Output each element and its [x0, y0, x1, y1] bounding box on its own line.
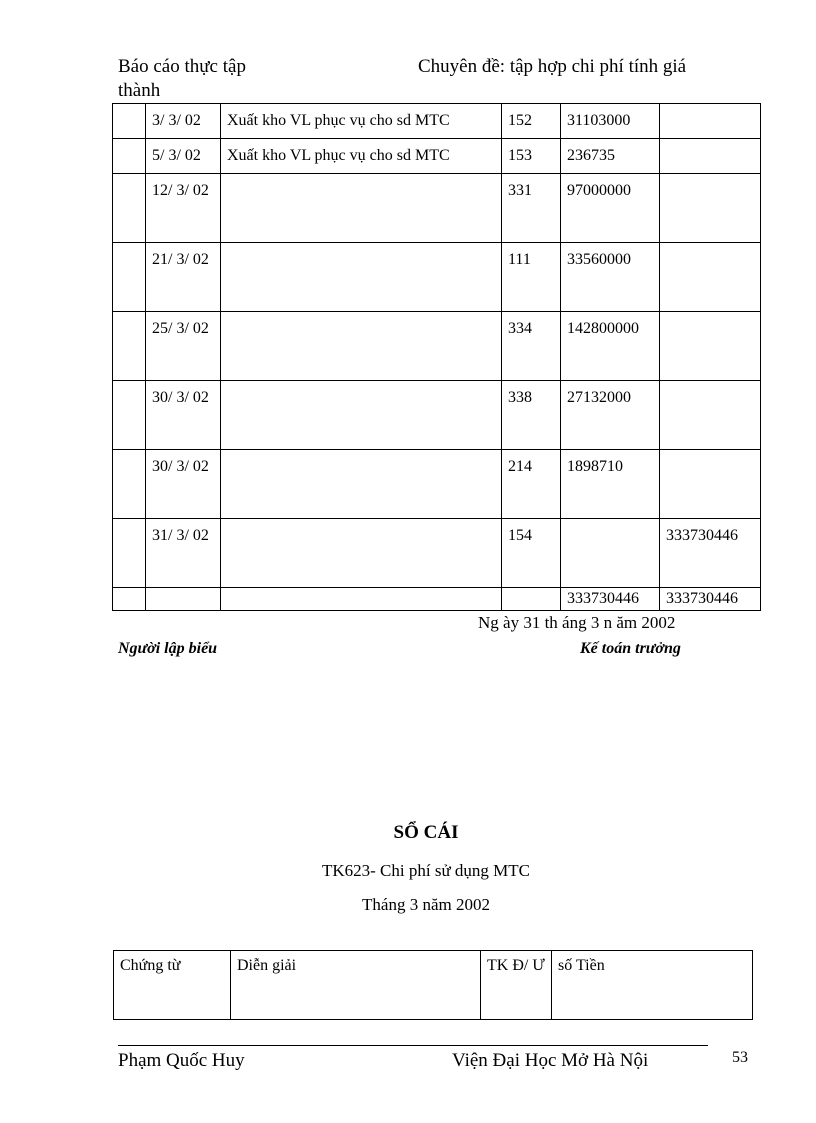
- credit-cell: 333730446: [660, 519, 761, 588]
- date-cell: 21/ 3/ 02: [146, 243, 221, 312]
- debit-cell: 33560000: [561, 243, 660, 312]
- table-row: [113, 312, 761, 381]
- credit-cell: [660, 104, 761, 139]
- totals-row: [113, 588, 761, 611]
- description-cell: Xuất kho VL phục vụ cho sd MTC: [221, 139, 502, 174]
- account-cell: 334: [502, 312, 561, 381]
- table-row: [113, 243, 761, 312]
- date-cell: 12/ 3/ 02: [146, 174, 221, 243]
- page-number: 53: [732, 1049, 748, 1066]
- table-row: [113, 450, 761, 519]
- date-cell: 30/ 3/ 02: [146, 450, 221, 519]
- description-cell: Xuất kho VL phục vụ cho sd MTC: [221, 104, 502, 139]
- account-cell: 153: [502, 139, 561, 174]
- account-cell: 111: [502, 243, 561, 312]
- debit-cell: 97000000: [561, 174, 660, 243]
- table-row: [113, 519, 761, 588]
- signature-date: Ng ày 31 th áng 3 n ăm 2002: [478, 613, 676, 632]
- header-right: Chuyên đề: tập hợp chi phí tính giá: [418, 56, 687, 77]
- description-cell: [221, 312, 502, 381]
- description-cell: [221, 174, 502, 243]
- date-cell: 30/ 3/ 02: [146, 381, 221, 450]
- ledger-table: [112, 103, 761, 611]
- debit-cell: 31103000: [561, 104, 660, 139]
- signature-chief-accountant: Kế toán trưởng: [580, 640, 681, 657]
- account-cell: 154: [502, 519, 561, 588]
- column-header-description: Diễn giải: [231, 951, 481, 1020]
- column-header-amount: số Tiền: [552, 951, 753, 1020]
- ledger-book-month: Tháng 3 năm 2002: [362, 895, 490, 914]
- credit-cell: [660, 139, 761, 174]
- debit-cell: [561, 519, 660, 588]
- account-cell: 214: [502, 450, 561, 519]
- description-cell: [221, 381, 502, 450]
- credit-cell: [660, 312, 761, 381]
- table-row: [113, 381, 761, 450]
- table-header-row: [114, 951, 753, 1020]
- column-header-voucher: Chứng từ: [114, 951, 231, 1020]
- ledger-book-title: SỔ CÁI: [393, 822, 459, 843]
- header-left-line1: Báo cáo thực tập: [118, 56, 246, 77]
- column-header-contra-account: TK Đ/ Ư: [481, 951, 552, 1020]
- ledger-book-table: [113, 950, 753, 1020]
- total-debit-cell: 333730446: [561, 588, 660, 611]
- header-left-line2: thành: [118, 80, 161, 101]
- footer-institution: Viện Đại Học Mở Hà Nội: [452, 1050, 649, 1071]
- description-cell: [221, 243, 502, 312]
- table-row: [113, 139, 761, 174]
- debit-cell: 1898710: [561, 450, 660, 519]
- description-cell: [221, 450, 502, 519]
- debit-cell: 142800000: [561, 312, 660, 381]
- footer-rule: [118, 1045, 708, 1046]
- credit-cell: [660, 243, 761, 312]
- account-cell: 152: [502, 104, 561, 139]
- account-cell: 338: [502, 381, 561, 450]
- date-cell: 5/ 3/ 02: [146, 139, 221, 174]
- credit-cell: [660, 381, 761, 450]
- table-row: [113, 104, 761, 139]
- footer-author: Phạm Quốc Huy: [118, 1050, 245, 1071]
- signature-preparer: Người lập biểu: [118, 640, 218, 657]
- debit-cell: 27132000: [561, 381, 660, 450]
- account-cell: 331: [502, 174, 561, 243]
- description-cell: [221, 519, 502, 588]
- credit-cell: [660, 450, 761, 519]
- debit-cell: 236735: [561, 139, 660, 174]
- ledger-book-subtitle: TK623- Chi phí sử dụng MTC: [321, 861, 531, 880]
- total-credit-cell: 333730446: [660, 588, 761, 611]
- date-cell: 25/ 3/ 02: [146, 312, 221, 381]
- date-cell: 31/ 3/ 02: [146, 519, 221, 588]
- date-cell: 3/ 3/ 02: [146, 104, 221, 139]
- table-row: [113, 174, 761, 243]
- credit-cell: [660, 174, 761, 243]
